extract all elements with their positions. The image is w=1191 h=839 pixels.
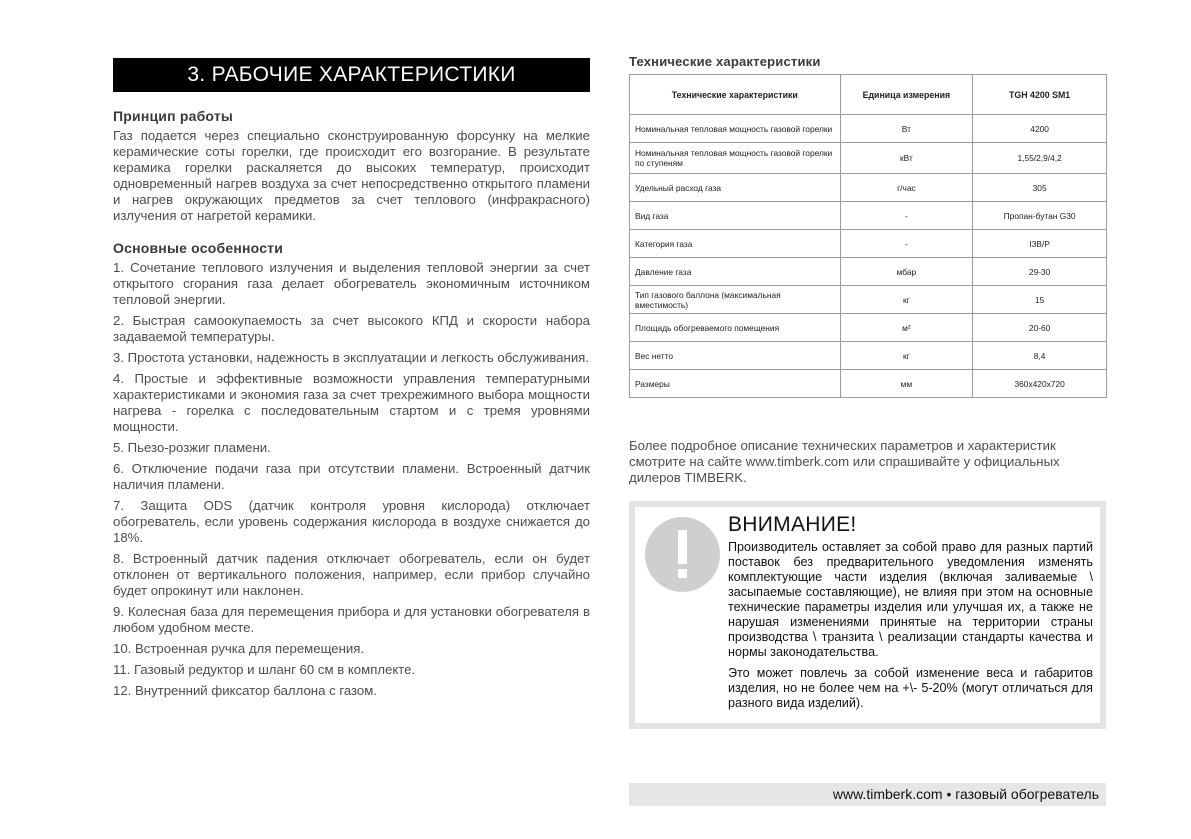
exclamation-bar — [678, 530, 687, 564]
cell-characteristic: Номинальная тепловая мощность газовой горелки — [630, 115, 841, 143]
table-row — [630, 314, 1107, 342]
right-column — [629, 54, 1107, 486]
cell-value: 29-30 — [973, 258, 1107, 286]
warning-text-1: Производитель оставляет за собой право для разных партий поставок без предварительного уведомления изменять комплектующие части изделия (включая заливаемые \ засыпаемые составляющие), не влияя при этом на основные технические параметры изделия или улучшая их, а также не нарушая изменениями принятые на территории страны производства \ транзита \ реализации стандарты качества и нормы законодательства. — [728, 540, 1093, 659]
section-title: 3. РАБОЧИЕ ХАРАКТЕРИСТИКИ — [113, 58, 590, 92]
feature-item: 9. Колесная база для перемещения прибора и для установки обогревателя в любом удобном месте. — [113, 604, 590, 635]
left-column — [113, 58, 590, 704]
warning-title: ВНИМАНИЕ! — [728, 513, 857, 536]
table-row — [630, 370, 1107, 398]
specs-table — [629, 74, 1107, 398]
cell-unit: мбар — [840, 258, 973, 286]
warning-text-2: Это может повлечь за собой изменение веса и габаритов изделия, но не более чем на +\- 5-20% (могут отличаться для разного вида изделий). — [728, 666, 1093, 710]
feature-item: 6. Отключение подачи газа при отсутствии пламени. Встроенный датчик наличия пламени. — [113, 461, 590, 492]
cell-value: 1,55/2,9/4,2 — [973, 143, 1107, 174]
cell-characteristic: Вес нетто — [630, 342, 841, 370]
cell-unit: - — [840, 202, 973, 230]
page-footer: www.timberk.com • газовый обогреватель — [629, 783, 1106, 806]
warning-content — [728, 513, 1093, 717]
feature-item: 11. Газовый редуктор и шланг 60 см в комплекте. — [113, 662, 416, 677]
cell-characteristic: Категория газа — [630, 230, 841, 258]
tech-specs-title: Технические характеристики — [629, 54, 821, 69]
more-info-text: Более подробное описание технических параметров и характеристик смотрите на сайте www.timberk.com или спрашивайте у официальных дилеров TIMBERK. — [629, 438, 1060, 485]
cell-value: Пропан-бутан G30 — [973, 202, 1107, 230]
features-list — [113, 260, 590, 699]
cell-value: 305 — [973, 174, 1107, 202]
table-row — [630, 115, 1107, 143]
exclamation-dot — [678, 569, 687, 578]
feature-item: 7. Защита ODS (датчик контроля уровня кислорода) отключает обогреватель, если уровень содержания кислорода в воздухе снижается до 18%. — [113, 498, 590, 545]
cell-value: 4200 — [973, 115, 1107, 143]
cell-characteristic: Тип газового баллона (максимальная вместимость) — [630, 286, 841, 314]
cell-unit: Вт — [840, 115, 973, 143]
table-row — [630, 286, 1107, 314]
table-row — [630, 202, 1107, 230]
header-unit: Единица измерения — [840, 75, 973, 115]
feature-item: 3. Простота установки, надежность в эксплуатации и легкость обслуживания. — [113, 350, 589, 365]
feature-item: 4. Простые и эффективные возможности управления температурными характеристиками и экономия газа за счет трехрежимного выбора мощности нагрева - горелка с последовательным стартом и с тремя уровнями мощности. — [113, 371, 590, 434]
warning-box — [629, 501, 1106, 729]
table-row — [630, 143, 1107, 174]
principle-text: Газ подается через специально сконструированную форсунку на мелкие керамические соты горелки, где происходит его возгорание. В результате керамика горелки раскаляется до высоких температур, происходит одновременный нагрев воздуха за счет непосредственно открытого пламени и нагрев окружающих предметов за счет теплового (инфракрасного) излучения от нагретой керамики. — [113, 128, 590, 223]
feature-item: 2. Быстрая самоокупаемость за счет высокого КПД и скорости набора задаваемой температуры. — [113, 313, 590, 344]
cell-unit: кВт — [840, 143, 973, 174]
cell-value: I3B/P — [973, 230, 1107, 258]
cell-value: 360х420х720 — [973, 370, 1107, 398]
cell-characteristic: Площадь обогреваемого помещения — [630, 314, 841, 342]
cell-characteristic: Размеры — [630, 370, 841, 398]
feature-item: 10. Встроенная ручка для перемещения. — [113, 641, 365, 656]
cell-value: 20-60 — [973, 314, 1107, 342]
cell-unit: кг — [840, 342, 973, 370]
cell-characteristic: Номинальная тепловая мощность газовой горелки по ступеням — [630, 143, 841, 174]
cell-characteristic: Вид газа — [630, 202, 841, 230]
header-characteristic: Технические характеристики — [630, 75, 841, 115]
cell-value: 15 — [973, 286, 1107, 314]
header-model: TGH 4200 SM1 — [973, 75, 1107, 115]
table-row — [630, 258, 1107, 286]
cell-value: 8,4 — [973, 342, 1107, 370]
principle-heading: Принцип работы — [113, 108, 234, 124]
features-heading: Основные особенности — [113, 240, 284, 256]
cell-characteristic: Удельный расход газа — [630, 174, 841, 202]
cell-characteristic: Давление газа — [630, 258, 841, 286]
exclamation-icon — [645, 517, 720, 592]
warning-panel — [635, 507, 1100, 723]
cell-unit: кг — [840, 286, 973, 314]
feature-item: 5. Пьезо-розжиг пламени. — [113, 440, 271, 455]
cell-unit: мм — [840, 370, 973, 398]
table-row — [630, 174, 1107, 202]
feature-item: 12. Внутренний фиксатор баллона с газом. — [113, 683, 378, 698]
table-header-row — [630, 75, 1107, 115]
table-row — [630, 342, 1107, 370]
table-row — [630, 230, 1107, 258]
cell-unit: м² — [840, 314, 973, 342]
feature-item: 8. Встроенный датчик падения отключает обогреватель, если он будет отклонен от вертикального положения, например, если прибор случайно будет опрокинут или наклонен. — [113, 551, 590, 598]
cell-unit: г/час — [840, 174, 973, 202]
cell-unit: - — [840, 230, 973, 258]
feature-item: 1. Сочетание теплового излучения и выделения тепловой энергии за счет открытого сгорания газа делает обогреватель экономичным источником тепловой энергии. — [113, 260, 590, 307]
